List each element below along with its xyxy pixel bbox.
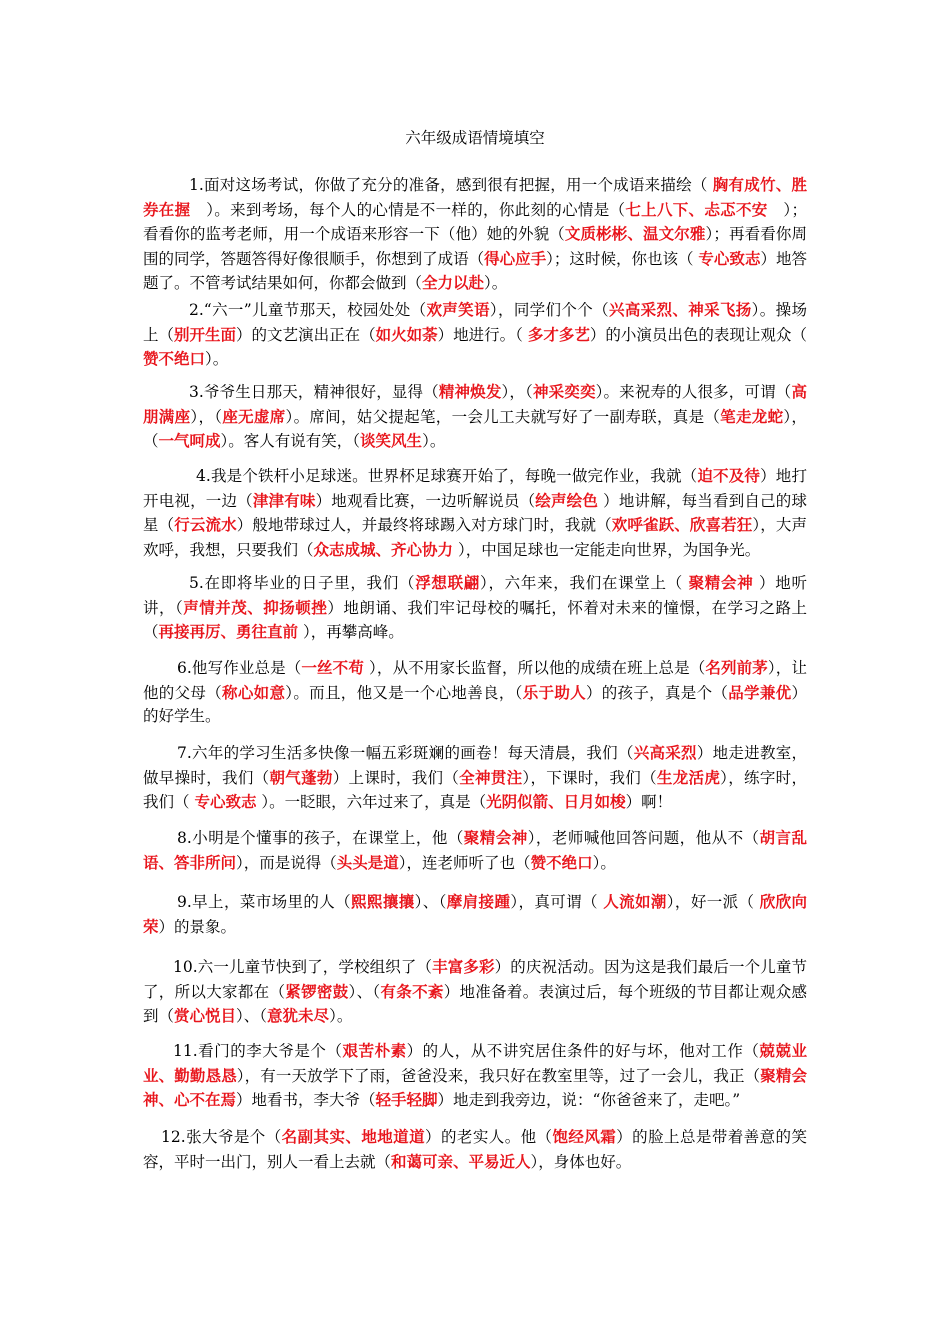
question-segment: ），身体也好。 [530,1152,632,1171]
question-segment: ），中国足球也一定能走向世界，为国争光。 [453,540,761,559]
idiom-answer: 胸有成竹、胜券在握 [143,175,807,219]
question-segment: ）的老实人。他（ [425,1128,553,1146]
idiom-answer: 精神焕发 [438,382,502,401]
question-segment: ）。 [329,1007,353,1025]
question-segment: 10.六一儿童节快到了，学校组织了（ [173,958,433,976]
idiom-answer: 全力以赴 [422,273,485,292]
question-segment: ）、（ [236,1007,268,1025]
question-segment: ），（ [143,407,807,450]
question-segment: ），同学们个个（ [489,301,609,319]
question-segment: ）、（ [414,893,447,911]
question-segment: 7.六年的学习生活多快像一幅五彩斑斓的画卷！每天清晨，我们（ [177,744,634,762]
question-text [143,890,807,939]
document-title: 六年级成语情境填空 [405,129,545,147]
idiom-answer: 熙熙攘攘 [351,892,415,911]
idiom-answer: 专心致志 [698,248,761,268]
question-segment: ），大声欢呼，我想，只要我们（ [143,516,807,559]
question-segment: ）；再看看你周围的同学，答题答得好像很顺手，你想到了成语（ [143,225,807,268]
idiom-answer: 摩肩接踵 [446,892,511,911]
idiom-answer: 欣欣向荣 [143,892,807,936]
idiom-answer: 多才多艺 [527,324,590,344]
idiom-answer: 津津有味 [252,490,316,510]
question-text [143,571,807,645]
question-text [143,298,807,372]
idiom-answer: 聚精会神、心不在焉 [143,1065,807,1109]
question-12 [143,1125,807,1174]
question-segment: ），下课时，我们（ [522,768,657,787]
idiom-answer: 众志成城、齐心协力 [313,539,454,559]
idiom-answer: 别开生面 [174,324,237,344]
idiom-answer: 行云流水 [174,515,237,534]
question-segment: ）。 [205,350,229,368]
idiom-answer: 光阴似箭、日月如梭 [486,792,626,811]
question-segment: ）；这时候，你也该（ [546,249,699,268]
idiom-answer: 声情并茂、抑扬顿挫 [183,597,328,617]
question-segment: ）。而且，他又是一个心地善良，（ [285,683,523,702]
question-1 [143,173,807,296]
question-segment: 3.爷爷生日那天，精神很好，显得（ [189,383,439,401]
idiom-answer: 头头是道 [336,852,399,872]
idiom-answer: 欢呼雀跃、欣喜若狂 [611,515,753,534]
question-segment: ），而是说得（ [236,853,337,872]
idiom-answer: 欢声笑语 [426,300,490,319]
idiom-answer: 丰富多彩 [432,957,495,976]
idiom-answer: 饱经风霜 [552,1127,617,1146]
question-segment: ），练字时，我们（ [143,768,807,811]
idiom-answer: 品学兼优 [728,682,792,702]
question-segment: ）。 [422,432,446,450]
question-segment: ），（ [501,383,533,401]
question-text [143,173,807,296]
question-10 [143,955,807,1029]
question-text [143,464,807,562]
question-segment: ）的文艺演出正在（ [236,325,376,344]
question-segment: ），让他的父母（ [143,659,807,702]
question-segment: ）的景象。 [158,917,237,936]
idiom-answer: 聚精会神 [463,828,528,847]
question-text [143,380,807,454]
question-4 [143,464,807,562]
idiom-answer: 赞不绝口 [143,349,206,368]
question-segment: 6.他写作业总是（ [177,659,302,677]
idiom-answer: 意犹未尽 [267,1006,330,1025]
idiom-answer: 赞不绝口 [530,852,593,872]
question-text [143,741,807,815]
idiom-answer: 座无虚席 [222,406,286,426]
idiom-answer: 笔走龙蛇 [720,406,784,426]
question-segment: ），有一天放学下了雨，爸爸没来，我只好在教室里等，过了一会儿，我正（ [236,1066,761,1085]
idiom-answer: 聚精会神 [688,573,754,592]
idiom-answer: 兴高采烈、神采飞扬 [608,300,752,319]
question-segment: ）。操场上（ [143,301,807,344]
idiom-answer: 再接再厉、勇往直前 [158,622,299,641]
idiom-answer: 朝气蓬勃 [269,767,333,787]
question-9 [143,890,807,939]
question-segment: ），再攀高峰。 [298,623,404,641]
question-text [143,1125,807,1174]
question-3 [143,380,807,454]
idiom-answer: 如火如荼 [375,324,438,344]
question-11 [143,1039,807,1113]
idiom-answer: 迫不及待 [697,466,761,485]
idiom-answer: 谈笑风生 [360,431,423,450]
idiom-answer: 乐于助人 [522,682,586,702]
idiom-answer: 兢兢业业、勤勤恳恳 [143,1041,807,1085]
question-segment: ）。客人有说有笑，（ [220,432,361,450]
question-segment: ），从不用家长监督，所以他的成绩在班上总是（ [363,659,706,677]
question-5 [143,571,807,645]
question-segment: ），老师喊他回答问题，他从不（ [527,829,760,847]
idiom-answer: 专心致志 [194,792,257,811]
question-segment: 5.在即将毕业的日子里，我们（ [189,574,416,592]
idiom-answer: 全神贯注 [459,767,523,787]
question-segment: ），好一派（ [666,893,760,911]
question-segment: ），真可谓（ [510,893,604,911]
question-segment: ）地朗诵、我们牢记母校的嘱托，怀着对未来的憧憬，在学习之路上（ [143,598,807,641]
idiom-answer: 兴高采烈 [633,743,697,762]
question-segment: ）。 [484,274,508,292]
question-8 [143,826,807,875]
question-segment: ）地听讲，（ [143,574,807,617]
idiom-answer: 紧锣密鼓 [285,981,349,1001]
question-segment: ）地看书，李大爷（ [236,1091,376,1109]
idiom-answer: 人流如潮 [603,892,667,911]
question-segment: ）的小演员出色的表现让观众（ [589,325,807,344]
idiom-answer: 神采奕奕 [532,382,596,401]
question-segment: ）地答题了。不管考试结果如何，你都会做到（ [143,249,807,292]
question-segment: ）地走进教室，做早操时，我们（ [143,744,807,787]
question-segment: ）地进行。（ [437,325,528,344]
question-text [143,656,807,729]
idiom-answer: 称心如意 [222,682,286,702]
idiom-answer: 轻手轻脚 [375,1090,438,1109]
question-segment: ）啊！ [625,793,673,811]
question-segment: ），六年来，我们在课堂上（ [480,574,689,592]
question-segment: ）。来到考场，每个人的心情是不一样的，你此刻的心情是（ [190,200,626,219]
idiom-answer: 绘声绘色 [535,490,599,510]
question-segment: ）；看看你的监考老师，用一个成语来形容一下（他）她的外貌（ [143,200,807,243]
question-segment: ）的脸上总是带着善意的笑容，平时一出门，别人一看上去就（ [143,1128,807,1171]
question-text [143,826,807,875]
question-2 [143,298,807,372]
idiom-answer: 赏心悦目 [174,1006,237,1025]
idiom-answer: 一气呵成 [158,431,221,450]
question-segment: ）的孩子，真是个（ [585,683,729,702]
question-segment: 4.我是个铁杆小足球迷。世界杯足球赛开始了，每晚一做完作业，我就（ [196,467,698,485]
idiom-answer: 高朋满座 [143,382,807,426]
idiom-answer: 艰苦朴素 [342,1041,407,1060]
question-segment: ）地准备着。表演过后，每个班级的节目都让观众感到（ [143,982,807,1025]
question-segment: 1.面对这场考试，你做了充分的准备，感到很有把握，用一个成语来描绘（ [189,176,713,194]
question-segment: 9.早上，菜市场里的人（ [177,893,352,911]
question-segment: ）般地带球过人，并最终将球踢入对方球门时，我就（ [236,516,612,534]
idiom-answer: 有条不紊 [380,981,444,1001]
idiom-answer: 生龙活虎 [656,767,721,787]
question-segment: ）地观看比赛，一边听解说员（ [315,491,536,510]
idiom-answer: 七上八下、忐忑不安 [625,199,768,219]
question-segment: ）地走到我旁边，说：“你爸爸来了，走吧。” [437,1091,741,1109]
question-segment: 12.张大爷是个（ [161,1128,282,1146]
idiom-answer: 一丝不苟 [301,658,364,677]
question-segment: ）。一眨眼，六年过来了，真是（ [256,793,487,811]
idiom-answer: 名副其实、地地道道 [281,1127,426,1146]
question-7 [143,741,807,815]
idiom-answer: 胡言乱语、答非所问 [143,828,807,872]
question-segment: ）。 [592,853,616,872]
question-6 [143,656,807,729]
question-segment: ）的好学生。 [143,683,807,725]
question-segment: ）的庆祝活动。因为这是我们最后一个儿童节了，所以大家都在（ [143,958,807,1001]
question-text [143,1039,807,1113]
question-segment: 11.看门的李大爷是个（ [173,1042,343,1060]
idiom-answer: 和蔼可亲、平易近人 [391,1151,531,1171]
idiom-answer: 文质彬彬、温文尔雅 [564,224,706,243]
question-segment: ）上课时，我们（ [332,768,460,787]
idiom-answer: 名列前茅 [705,658,768,677]
question-segment: ）地讲解，每当看到自己的球星（ [143,491,807,534]
question-segment: 2.“六一”儿童节那天，校园处处（ [189,301,427,319]
idiom-answer: 得心应手 [484,248,547,268]
idiom-answer: 浮想联翩 [415,573,481,592]
question-segment: ）的人，从不讲究居住条件的好与坏，他对工作（ [406,1042,760,1060]
question-segment: ），连老师听了也（ [398,853,531,872]
question-segment: ），（ [190,407,223,426]
question-segment: ）。席间，姑父提起笔，一会儿工夫就写好了一副寿联，真是（ [285,407,721,426]
question-segment: ）。来祝寿的人很多，可谓（ [595,383,792,401]
question-segment: ）地打开电视，一边（ [143,467,807,510]
question-segment: 8.小明是个懂事的孩子，在课堂上，他（ [177,829,464,847]
question-text [143,955,807,1029]
question-segment: ）、（ [348,982,381,1001]
